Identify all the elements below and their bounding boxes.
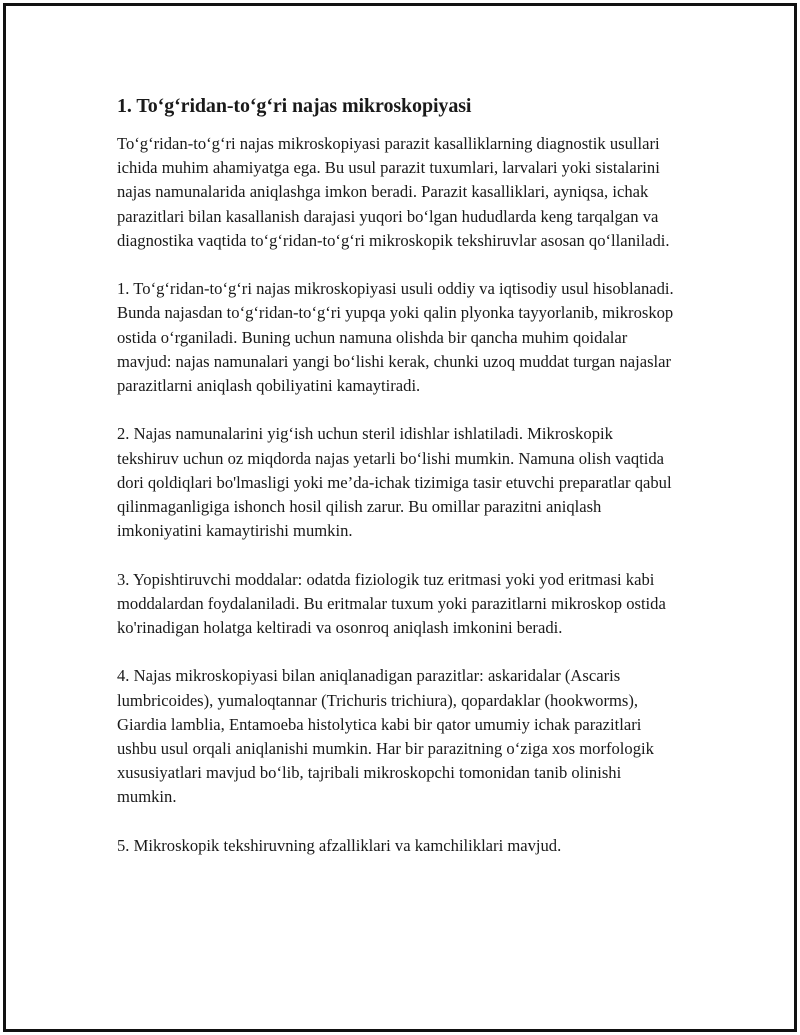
document-body — [117, 92, 677, 882]
paragraph-point-5: 5. Mikroskopik tekshiruvning afzalliklari va kamchiliklari mavjud. — [117, 835, 562, 855]
paragraph-point-1: 1. To‘g‘ridan-to‘g‘ri najas mikroskopiyasi usuli oddiy va iqtisodiy usul hisoblanadi. Bunda najasdan to‘g‘ridan-to‘g‘ri yupqa yoki qalin plyonka tayyorlanib, mikroskop ostida o‘rganiladi. Buning uchun namuna olishda bir qancha muhim qoidalar mavjud: najas namunalari yangi bo‘lishi kerak, chunki uzoq muddat turgan najaslar parazitlarni aniqlash qobiliyatini kamaytiradi. — [117, 279, 674, 396]
paragraph-point-4: 4. Najas mikroskopiyasi bilan aniqlanadigan parazitlar: askaridalar (Ascaris lumbricoides), yumaloqtannar (Trichuris trichiura), qopardaklar (hookworms), Giardia lamblia, Entamoeba histolytica kabi bir qator umumiy ichak parazitlari ushbu usul orqali aniqlanishi mumkin. Har bir parazitning o‘ziga xos morfologik xususiyatlari mavjud bo‘lib, tajribali mikroskopchi tomonidan tanib olinishi mumkin. — [117, 666, 654, 807]
section-heading: 1. To‘g‘ridan-to‘g‘ri najas mikroskopiyasi — [117, 95, 472, 117]
paragraph-point-3: 3. Yopishtiruvchi moddalar: odatda fiziologik tuz eritmasi yoki yod eritmasi kabi moddalardan foydalaniladi. Bu eritmalar tuxum yoki parazitlarni mikroskop ostida ko'rinadigan holatga keltiradi va osonroq aniqlash imkonini beradi. — [117, 569, 666, 638]
paragraph-point-2: 2. Najas namunalarini yig‘ish uchun steril idishlar ishlatiladi. Mikroskopik tekshiruv uchun oz miqdorda najas yetarli bo‘lishi mumkin. Namuna olish vaqtida dori qoldiqlari bo'lmasligi yoki me’da-ichak tizimiga tasir etuvchi preparatlar qabul qilinmaganligiga ishonch hosil qilish zarur. Bu omillar parazitni aniqlash imkoniyatini kamaytirishi mumkin. — [117, 424, 672, 541]
intro-paragraph: To‘g‘ridan-to‘g‘ri najas mikroskopiyasi parazit kasalliklarning diagnostik usullari ichida muhim ahamiyatga ega. Bu usul parazit tuxumlari, larvalari yoki sistalarini najas namunalarida aniqlashga imkon beradi. Parazit kasalliklari, ayniqsa, ichak parazitlari bilan kasallanish darajasi yuqori bo‘lgan hududlarda keng tarqalgan va diagnostika vaqtida to‘g‘ridan-to‘g‘ri mikroskopik tekshiruvlar asosan qo‘llaniladi. — [117, 134, 670, 250]
